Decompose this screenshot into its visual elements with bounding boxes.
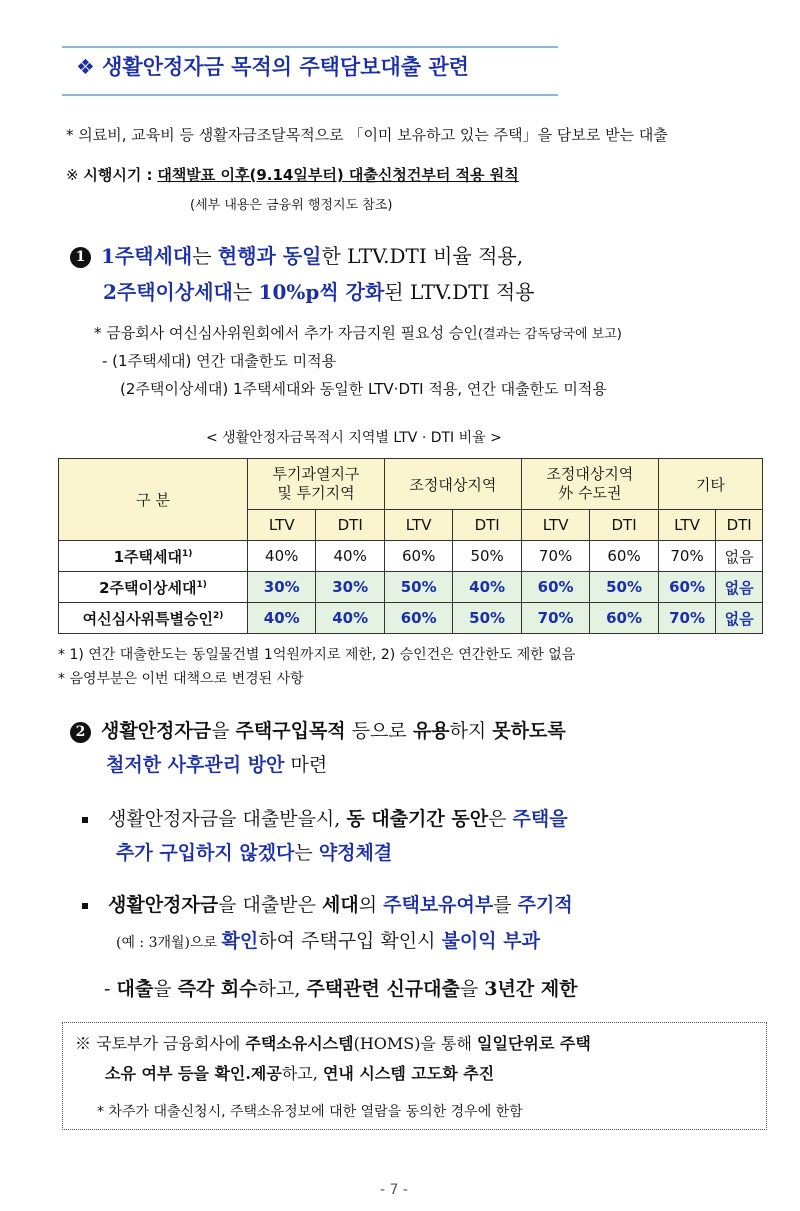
effective-sub: (세부 내용은 금융위 행정지도 참조)	[190, 198, 393, 213]
bullet-square-icon	[82, 903, 88, 909]
table-row	[59, 541, 763, 572]
table-row	[59, 603, 763, 634]
point1-note2: - (1주택세대) 연간 대출한도 미적용	[102, 352, 337, 370]
cell: 30%	[316, 572, 384, 603]
ltv-dti-table	[58, 458, 763, 634]
cell: 70%	[521, 603, 589, 634]
point2-line1: 2 생활안정자금을 주택구입목적 등으로 유용하지 못하도록	[70, 716, 566, 743]
box-line2: 소유 여부 등을 확인.제공하고, 연내 시스템 고도화 추진	[105, 1064, 495, 1083]
cell: 40%	[453, 572, 521, 603]
title-bottom-rule	[62, 94, 558, 96]
table-corner-header: 구 분	[59, 459, 248, 541]
cell: 없음	[716, 541, 763, 572]
point2-line2: 철저한 사후관리 방안 마련	[106, 754, 328, 776]
point1-line1: 1 1주택세대는 현행과 동일한 LTV.DTI 비율 적용,	[70, 240, 523, 269]
table-row	[59, 572, 763, 603]
sub-header: LTV	[521, 510, 589, 541]
number-1-icon: 1	[70, 247, 91, 268]
cell: 없음	[716, 572, 763, 603]
cell: 없음	[716, 603, 763, 634]
point1-note3: (2주택이상세대) 1주택세대와 동일한 LTV·DTI 적용, 연간 대출한도 미적용	[120, 380, 607, 398]
number-2-icon: 2	[70, 722, 91, 743]
cell: 70%	[658, 603, 715, 634]
cell: 70%	[658, 541, 715, 572]
cell: 50%	[384, 572, 452, 603]
homs-note-box	[62, 1022, 767, 1130]
bullet2-line2: (예 : 3개월)으로 확인하여 주택구입 확인시 불이익 부과	[116, 930, 540, 952]
table-caption: < 생활안정자금목적시 지역별 LTV · DTI 비율 >	[206, 430, 502, 446]
group-header: 투기과열지구 및 투기지역	[248, 459, 385, 510]
cell: 40%	[248, 603, 316, 634]
sub-header: DTI	[316, 510, 384, 541]
cell: 40%	[248, 541, 316, 572]
bullet1-line2: 추가 구입하지 않겠다는 약정체결	[116, 842, 393, 864]
point1-note1: * 금융회사 여신심사위원회에서 추가 자금지원 필요성 승인(결과는 감독당국에 보고)	[94, 324, 622, 342]
bullet2-line1: 생활안정자금을 대출받은 세대의 주택보유여부를 주기적	[82, 890, 573, 917]
group-header: 조정대상지역 外 수도권	[521, 459, 658, 510]
bullet-square-icon	[82, 817, 88, 823]
cell: 60%	[384, 603, 452, 634]
box-line1: ※ 국토부가 금융회사에 주택소유시스템(HOMS)을 통해 일일단위로 주택	[75, 1034, 591, 1053]
row-label: 여신심사위특별승인$^{2)}$	[59, 603, 248, 634]
group-header: 기타	[658, 459, 762, 510]
top-note: * 의료비, 교육비 등 생활자금조달목적으로 「이미 보유하고 있는 주택」을 담보로 받는 대출	[66, 126, 668, 144]
effective-line: ※ 시행시기 : 대책발표 이후(9.14일부터) 대출신청건부터 적용 원칙	[66, 166, 519, 184]
cell: 40%	[316, 541, 384, 572]
row-label: 1주택세대$^{1)}$	[59, 541, 248, 572]
sub-header: DTI	[590, 510, 658, 541]
dash-line: - 대출을 즉각 회수하고, 주택관련 신규대출을 3년간 제한	[104, 978, 578, 1000]
point1-line2: 2주택이상세대는 10%p씩 강화된 LTV.DTI 적용	[103, 280, 535, 304]
cell: 60%	[658, 572, 715, 603]
sub-header: LTV	[248, 510, 316, 541]
cell: 60%	[590, 541, 658, 572]
page-number: - 7 -	[380, 1182, 408, 1198]
table-footnote-2: * 음영부분은 이번 대책으로 변경된 사항	[58, 671, 304, 687]
row-label: 2주택이상세대$^{1)}$	[59, 572, 248, 603]
cell: 50%	[590, 572, 658, 603]
cell: 30%	[248, 572, 316, 603]
bullet1-line1: 생활안정자금을 대출받을시, 동 대출기간 동안은 주택을	[82, 804, 568, 831]
cell: 50%	[453, 603, 521, 634]
sub-header: LTV	[384, 510, 452, 541]
cell: 50%	[453, 541, 521, 572]
cell: 60%	[384, 541, 452, 572]
cell: 70%	[521, 541, 589, 572]
section-title: ❖ 생활안정자금 목적의 주택담보대출 관련	[76, 55, 469, 79]
cell: 60%	[521, 572, 589, 603]
sub-header: DTI	[716, 510, 763, 541]
box-note: * 차주가 대출신청시, 주택소유정보에 대한 열람을 동의한 경우에 한함	[97, 1104, 523, 1120]
cell: 40%	[316, 603, 384, 634]
cell: 60%	[590, 603, 658, 634]
sub-header: LTV	[658, 510, 715, 541]
sub-header: DTI	[453, 510, 521, 541]
table-footnote-1: * 1) 연간 대출한도는 동일물건별 1억원까지로 제한, 2) 승인건은 연간한도 제한 없음	[58, 647, 576, 663]
group-header: 조정대상지역	[384, 459, 521, 510]
